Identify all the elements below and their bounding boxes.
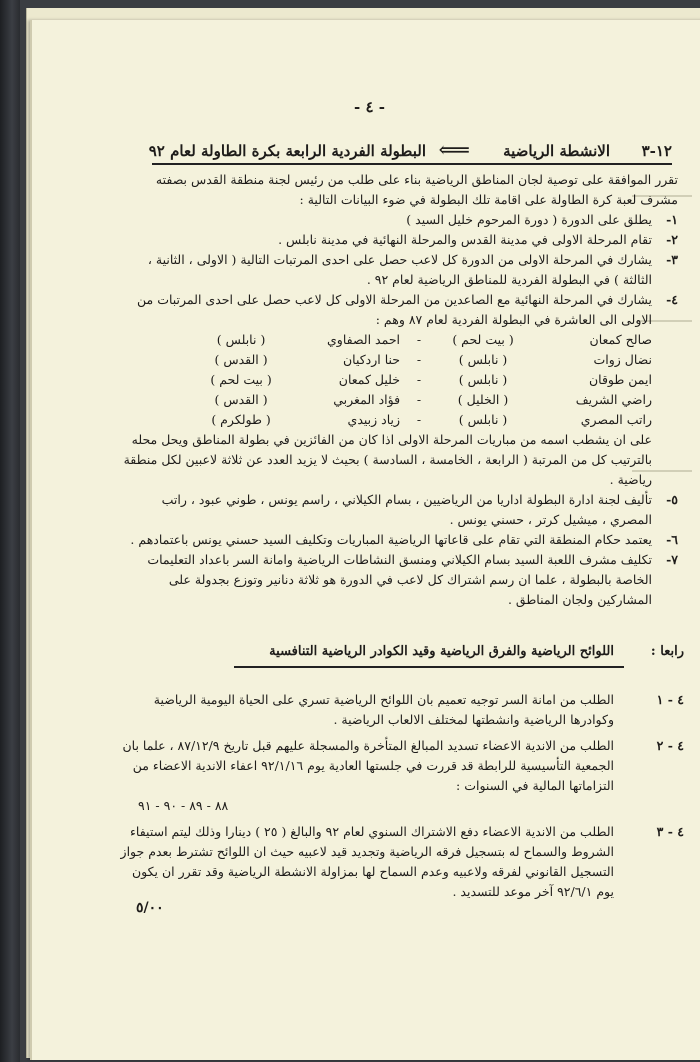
player-name: ايمن طوقان [588,372,652,387]
separator-dash: - [416,372,422,387]
roster-row [118,410,652,430]
item-number: ٧- [666,552,678,567]
footer-marker: ٥/٠٠ [136,900,164,916]
item-text: يشارك في المرحلة الاولى من الدورة كل لاعب حصل على احدى المرتبات التالية ( الاولى ، الثانية ، الثالثة ) في البطولة الفردية للمناطق الرياضية لعام ٩٢ . [147,252,652,287]
intro-paragraph: تقرر الموافقة على توصية لجان المناطق الرياضية بناء على طلب من رئيس لجنة منطقة القدس بصفته مشرف لعبة كرة الطاولة على اقامة تلك البطولة في ضوء البيانات التالية : [155,172,678,207]
player-name: خليل كمعان [338,372,401,387]
separator-dash: - [416,352,422,367]
entry-number: ٤ - ١ [656,692,684,707]
section-entry [118,736,684,816]
player-name: حنا اردكيان [342,352,401,367]
item-text: يشارك في المرحلة النهائية مع الصاعدين من المرحلة الاولى كل لاعب حصل على احدى المرتبات من الاولى الى العاشرة في البطولة الفردية لعام ٨٧ وهم : [137,292,652,327]
item-number: ٢- [666,232,678,247]
item-text: يعتمد حكام المنطقة التي تقام على قاعاتها الرياضية المباريات وتكليف السيد حسني يونس باعتمادهم . [130,532,652,547]
section-entry [118,822,684,902]
book-binding [0,0,20,1062]
roster-note: على ان يشطب اسمه من مباريات المرحلة الاولى اذا كان من الفائزين في بطولة المناطق ويحل محله بالترتيب كل من المرتبة ( الرابعة ، الخامسة ، السادسة ) بحيث لا يزيد العدد عن ثلاثة لاعبين لكل منطقة رياضية . [123,432,652,487]
page-number: - ٤ - [354,98,385,116]
item-number: ٥- [666,492,678,507]
player-name: زياد زبيدي [347,412,401,427]
entry-text: الطلب من امانة السر توجيه تعميم بان اللوائح الرياضية تسري على الحياة اليومية الرياضية وكوادرها الرياضية وانشطتها لمختلف الالعاب الرياضية . [153,692,614,727]
document-page [30,20,700,1060]
item-number: ٣- [666,252,678,267]
list-item [118,490,678,530]
player-city: ( الخليل ) [457,392,509,407]
arrow-icon: ⟸ [438,138,470,163]
item-text: تأليف لجنة ادارة البطولة اداريا من الرياضيين ، بسام الكيلاني ، راسم يونس ، طوني عبود ، راتب المصري ، ميشيل كرتر ، حسني يونس . [161,492,652,527]
roster-row [118,390,652,410]
list-item [118,530,678,550]
player-name: صالح كمعان [589,332,652,347]
entry-number: ٤ - ٢ [656,738,684,753]
player-city: ( بيت لحم ) [452,332,514,347]
list-item [118,290,678,330]
section-header [148,130,672,164]
player-city: ( نابلس ) [216,332,266,347]
player-city: ( القدس ) [214,392,268,407]
roster-row [118,370,652,390]
entry-number: ٤ - ٣ [656,824,684,839]
header-title: البطولة الفردية الرابعة بكرة الطاولة لعام ٩٢ [148,142,426,160]
item-text: يطلق على الدورة ( دورة المرحوم خليل السيد ) [406,212,652,227]
roster-row [118,330,652,350]
roster-row [118,350,652,370]
section-body [118,690,684,908]
section-underline [234,666,624,668]
player-name: راضي الشريف [575,392,652,407]
entry-text: الطلب من الاندية الاعضاء دفع الاشتراك السنوي لعام ٩٢ والبالغ ( ٢٥ ) دينارا وذلك ليتم استيفاء الشروط والسماح له بتسجيل فرقه الرياضية وتجديد قيد لاعبيه حيث ان اللوائح تشترط بعدم جواز التسجيل القانوني لفرقه ولاعبيه وعدم السماح لها بمزاولة الانشطة الرياضية وقد تقرر ان يكون يوم ٩٢/٦/١ آخر موعد للتسديد . [120,824,614,899]
list-item [118,550,678,610]
item-text: تقام المرحلة الاولى في مدينة القدس والمرحلة النهائية في مدينة نابلس . [278,232,652,247]
item-number: ١- [666,212,678,227]
section-entry [118,690,684,730]
item-text: تكليف مشرف اللعبة السيد بسام الكيلاني ومنسق النشاطات الرياضية وامانة السر باعداد التعليمات الخاصة بالبطولة ، علما ان رسم اشتراك كل لاعب في الدورة هو ثلاثة دنانير وتوزع بجدولة على المشاركين ولجان المناطق . [147,552,652,607]
entry-text: الطلب من الاندية الاعضاء تسديد المبالغ المتأخرة والمسجلة عليهم قبل تاريخ ٨٧/١٢/٩ ، علما بان الجمعية التأسيسية للرابطة قد قررت في جلستها العادية يوم ٩٢/١/١٦ اعفاء الاندية الاعضاء من التزاماتها المالية في السنوات : [122,738,614,793]
list-item [118,210,678,230]
player-city: ( طولكرم ) [211,412,271,427]
separator-dash: - [416,392,422,407]
player-name: فؤاد المغربي [333,392,401,407]
player-city: ( نابلس ) [458,372,508,387]
header-topic: الانشطة الرياضية [503,142,610,160]
player-roster [118,330,678,430]
player-city: ( نابلس ) [458,352,508,367]
player-city: ( نابلس ) [458,412,508,427]
section-label: رابعا : [650,644,684,659]
player-city: ( بيت لحم ) [210,372,272,387]
decision-body [118,170,678,610]
section-title: اللوائح الرياضية والفرق الرياضية وقيد الكوادر الرياضية التنافسية [269,644,614,659]
header-number: ١٢-٣ [641,142,672,160]
player-name: احمد الصفاوي [327,332,401,347]
player-city: ( القدس ) [214,352,268,367]
player-name: نضال زوات [593,352,652,367]
item-number: ٤- [666,292,678,307]
entry-years: ٨٨ - ٨٩ - ٩٠ - ٩١ [138,798,229,813]
player-name: راتب المصري [580,412,652,427]
header-underline [152,163,672,165]
list-item [118,250,678,290]
separator-dash: - [416,332,422,347]
list-item [118,230,678,250]
item-number: ٦- [666,532,678,547]
separator-dash: - [416,412,422,427]
